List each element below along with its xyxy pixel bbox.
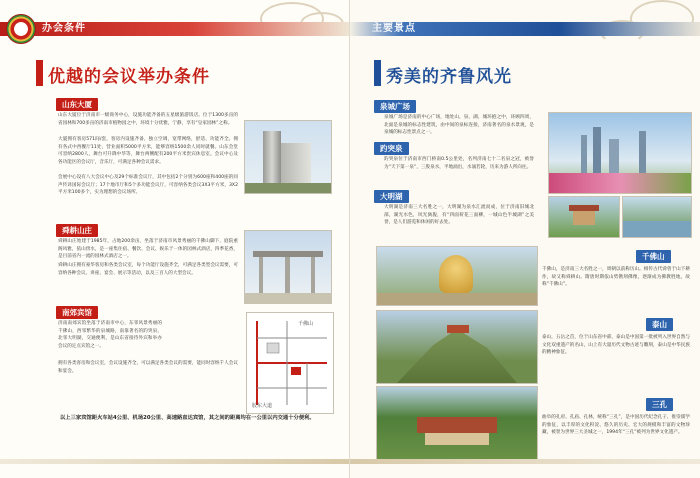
city-skyline-photo (548, 112, 692, 194)
section-text: 舜耕山庄始建于1985年，占地200余亩，坐落于济南市风景秀丽的千佛山脚下，庭院重阁风雅，依山傍水，是一座集住宿、餐饮、会议、娱乐于一体的园林式酒店，四季花香，是目前省内一流的园林式酒店之一。 (58, 239, 238, 260)
right-page (350, 0, 700, 478)
header-label: 办会条件 (42, 23, 86, 34)
section-tag: 趵突泉 (374, 142, 409, 155)
section-tag: 泉城广场 (374, 100, 416, 113)
section-tag: 山东大厦 (56, 98, 98, 111)
map-graphic (247, 313, 333, 413)
section-text: 拥有各类客房和会议室，会议设施齐全，可以满足各类会议的需要，能同时容纳千人会议和宴会。 (58, 361, 238, 374)
section-text: 曲阜的孔府、孔庙、孔林，统称“三孔”，是中国历代纪念孔子、推崇儒学的象征，以丰厚的文化积淀、悠久的历史、宏大的规模和丰富的文物珍藏，被誉为世界三大圣城之一，1994年“三孔”被列为世界文化遗产。 (542, 415, 690, 436)
footer-note: 以上三家宾馆距火车站4公里、机场20公里、高速路直达宾馆，其之间的距离均在一公里以内交通十分便利。 (60, 415, 315, 421)
gate-photo (244, 230, 332, 304)
map-caption: 千佛山 (298, 321, 314, 327)
map-caption: 胶东大道 (252, 403, 273, 409)
bottom-border (350, 459, 700, 464)
title-accent (374, 60, 381, 86)
section-tag: 舜耕山庄 (56, 224, 98, 237)
section-text: 山东大厦位于济南市一级商务中心，设施功能齐备的五星级旅游饭店。位于1300多亩的省园林和700多亩的济南市植物园之中，环境十分优雅，宁静，享有“皇家园林”之称。 (58, 113, 238, 126)
page-title: 秀美的齐鲁风光 (386, 67, 512, 87)
page-title: 优越的会议举办条件 (48, 67, 210, 87)
section-tag: 大明湖 (374, 190, 409, 203)
buddha-photo (376, 246, 538, 306)
section-text: 泉城广场是济南的中心广场，地处山、泉、湖、城环抱之中，环顾四周，北面是泉城的标志性建筑，由中间的泉标连接，济南著名的泉水景观，是泉城的标志性景点之一。 (384, 115, 534, 136)
confucius-temple-photo (376, 386, 538, 464)
title-accent (36, 60, 43, 86)
section-tag: 南郊宾馆 (56, 306, 98, 319)
section-tag: 三孔 (646, 398, 673, 411)
section-text: 泰山，五岳之首，位于山东省中部，泰山是中国第一批被列入世界自然与文化双重遗产的名山，山上有大量历代文物古迹与雕刻，泰山是中华民族的精神象征。 (542, 335, 690, 356)
bottom-border (0, 459, 350, 464)
section-tag: 泰山 (646, 318, 673, 331)
location-map (246, 312, 334, 414)
section-text: 趵突泉位于济南市西门桥南0.5公里处，名列济南七十二名泉之冠，被誉为“天下第一泉”，三股泉水，平地涌出，水涌若轮，历来为游人所向往。 (384, 157, 534, 170)
section-text: 舜耕山庄拥有豪华客房和各类会议室，每个功能厅设施齐全，可满足各类型会议需要，可容纳各种会议、讲座、宴会、展示等活动，以及三百人的大型会议。 (58, 263, 238, 276)
header-label: 主要景点 (372, 23, 416, 34)
lake-photo (622, 196, 692, 238)
section-tag: 千佛山 (636, 250, 671, 263)
hotel-photo (244, 120, 332, 194)
emblem-logo (6, 14, 36, 44)
pavilion-photo (548, 196, 620, 238)
section-text: 大厦拥有客房571间/套，客房内设施齐备，独立空调，宽带网络，舒适、功能齐全。拥有各式中西餐厅11处，营业面积5000平方米，能够容纳1500余人同时就餐。山东会堂可容纳2800人，舞台可升降中华等，舞台两侧配有200平方米贵宾休息室。会议中心及各功能区的会议厅，音乐厅，可满足各种会议需求。 (58, 137, 238, 165)
taishan-photo (376, 310, 538, 384)
section-text: 大明湖是济南三大名胜之一，大明湖为泉水汇流而成，位于济南旧城北部，湖光水色，风光旖旎，有“四面荷花三面柳，一城山色半城湖”之美誉，是人们游览和休闲的好去处。 (384, 205, 534, 226)
section-text: 济南南郊宾馆坐落于济南市中心，东邻风景秀丽的千佛山，西邻繁华的泉城路，南靠著名的趵突泉，北邻大明湖，交通便利，是山东省接待外宾和举办会议的定点宾馆之一。 (58, 321, 162, 349)
section-text: 千佛山，是济南三大名胜之一，周朝以前称历山。相传古代舜曾于山下耕作，故又称舜耕山。隋唐时期依山势镌刻佛像，逐渐成为佛教胜地，故称“千佛山”。 (542, 267, 690, 288)
section-text: 会展中心设有八大会议中心及29个标准会议厅，其中包括2个分别为600座和400座的同声传译国际会议厅；17个地市厅和5个多功能会议厅，可容纳各类会议3X3平方米，3X2平方米100多个，实为理想的会议场所。 (58, 175, 238, 196)
